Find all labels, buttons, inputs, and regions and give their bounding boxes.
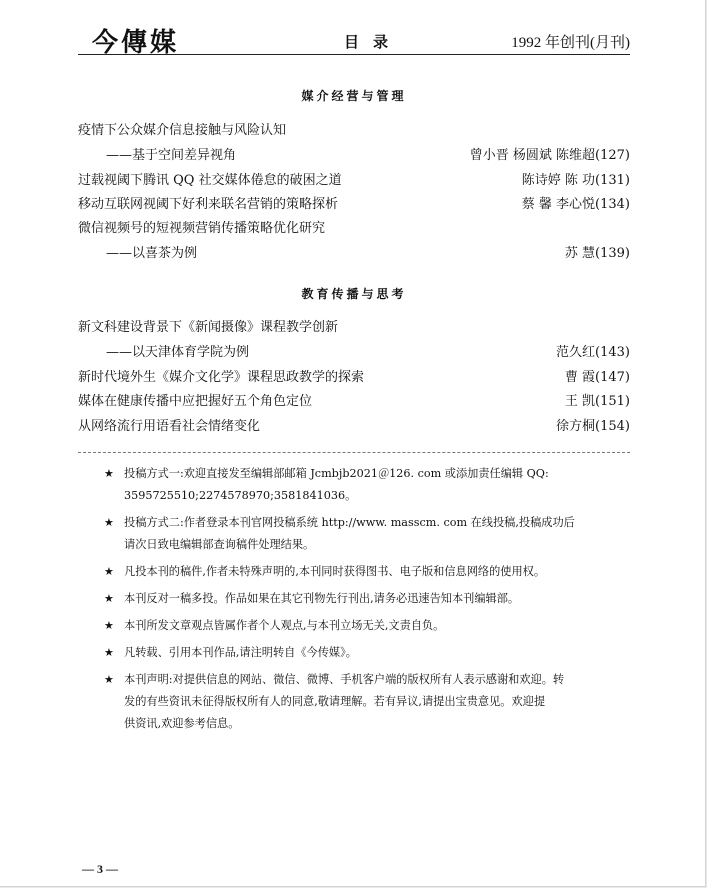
- page-number: — 3 —: [82, 862, 118, 876]
- notice-line: 凡投本刊的稿件,作者未特殊声明的,本刊同时获得图书、电子版和信息网络的使用权。: [124, 565, 546, 578]
- notice-line: 本刊所发文章观点皆属作者个人观点,与本刊立场无关,文责自负。: [124, 619, 445, 632]
- toc-entry[interactable]: [78, 417, 630, 437]
- article-authors: 徐方桐: [556, 419, 596, 434]
- article-authors: 蔡 馨 李心悦: [521, 197, 596, 212]
- article-byline: [522, 195, 630, 215]
- notice-line: 投稿方式二:作者登录本刊官网投稿系统 http://www. masscm. com 在线投稿,投稿成功后: [124, 516, 575, 529]
- article-title: 从网络流行用语看社会情绪变化: [78, 419, 261, 434]
- article-title: 新文科建设背景下《新闻摄像》课程教学创新: [78, 320, 339, 335]
- notice-item: [104, 669, 608, 735]
- star-icon: ★: [104, 516, 114, 529]
- star-icon: ★: [104, 592, 114, 605]
- article-byline: [565, 368, 630, 388]
- issue-info: 1992 年创刊(月刊): [511, 35, 630, 51]
- dashed-divider: [78, 452, 630, 453]
- notice-item: [104, 512, 608, 556]
- article-page: (139): [595, 246, 630, 261]
- article-subtitle: ——基于空间差异视角: [106, 148, 237, 163]
- article-byline: [565, 244, 630, 264]
- submission-notices: [104, 463, 608, 740]
- notice-line: 请次日致电编辑部查询稿件处理结果。: [124, 538, 315, 551]
- section-heading-media-management: 媒介经营与管理: [301, 89, 407, 103]
- article-title: 媒体在健康传播中应把握好五个角色定位: [78, 394, 313, 409]
- article-authors: 范久红: [556, 345, 596, 360]
- star-icon: ★: [104, 619, 114, 632]
- toc-entry[interactable]: [78, 195, 630, 215]
- article-authors: 苏 慧: [564, 246, 596, 261]
- journal-logo: 今傳媒: [92, 28, 180, 58]
- notice-item: [104, 615, 608, 637]
- toc-entry[interactable]: [78, 368, 630, 388]
- toc-entry[interactable]: [78, 121, 630, 141]
- article-authors: 王 凯: [564, 394, 596, 409]
- star-icon: ★: [104, 673, 114, 686]
- article-authors: 曹 霞: [564, 370, 596, 385]
- notice-line: 供资讯,欢迎参考信息。: [124, 717, 240, 730]
- section-heading-education-communication: 教育传播与思考: [301, 287, 407, 301]
- article-authors: 曾小晋 杨圆斌 陈维超: [469, 148, 596, 163]
- article-page: (151): [595, 394, 630, 409]
- article-page: (127): [595, 148, 630, 163]
- toc-entry[interactable]: [78, 343, 630, 363]
- article-page: (134): [595, 197, 630, 212]
- article-subtitle: ——以喜茶为例: [106, 246, 198, 261]
- toc-title: 目录: [344, 33, 403, 51]
- notice-line: 投稿方式一:欢迎直接发至编辑部邮箱 Jcmbjb2021＠126. com 或添加责任编辑 QQ:: [124, 467, 549, 480]
- toc-entry[interactable]: [78, 219, 630, 239]
- notice-item: [104, 561, 608, 583]
- notice-line: 本刊声明:对提供信息的网站、微信、微博、手机客户端的版权所有人表示感谢和欢迎。转: [124, 673, 565, 686]
- article-page: (154): [595, 419, 630, 434]
- notice-item: [104, 463, 608, 507]
- toc-entry[interactable]: [78, 318, 630, 338]
- article-page: (147): [595, 370, 630, 385]
- article-title: 疫情下公众媒介信息接触与风险认知: [78, 123, 287, 138]
- notice-item: [104, 642, 608, 664]
- toc-entry[interactable]: [78, 171, 630, 191]
- star-icon: ★: [104, 646, 114, 659]
- notice-line: 发的有些资讯未征得版权所有人的同意,敬请理解。若有异议,请提出宝贵意见。欢迎提: [124, 695, 546, 708]
- notice-line: 凡转载、引用本刊作品,请注明转自《今传媒》。: [124, 646, 357, 659]
- article-subtitle: ——以天津体育学院为例: [106, 345, 250, 360]
- notice-line: 本刊反对一稿多投。作品如果在其它刊物先行刊出,请务必迅速告知本刊编辑部。: [124, 592, 520, 605]
- article-authors: 陈诗婷 陈 功: [521, 173, 596, 188]
- article-title: 移动互联网视阈下好利来联名营销的策略探析: [78, 197, 339, 212]
- article-title: 微信视频号的短视频营销传播策略优化研究: [78, 221, 326, 236]
- notice-line: 3595725510;2274578970;3581841036。: [124, 489, 357, 502]
- toc-entry[interactable]: [78, 392, 630, 412]
- masthead: [78, 22, 630, 58]
- article-byline: [556, 417, 630, 437]
- toc-entry[interactable]: [78, 146, 630, 166]
- article-byline: [556, 343, 630, 363]
- toc-entry[interactable]: [78, 244, 630, 264]
- article-title: 过载视阈下腾讯 QQ 社交媒体倦怠的破困之道: [78, 173, 342, 188]
- article-byline: [470, 146, 630, 166]
- article-byline: [565, 392, 630, 412]
- article-byline: [522, 171, 630, 191]
- article-title: 新时代境外生《媒介文化学》课程思政教学的探索: [78, 370, 365, 385]
- star-icon: ★: [104, 565, 114, 578]
- article-page: (131): [595, 173, 630, 188]
- star-icon: ★: [104, 467, 114, 480]
- article-page: (143): [595, 345, 630, 360]
- notice-item: [104, 588, 608, 610]
